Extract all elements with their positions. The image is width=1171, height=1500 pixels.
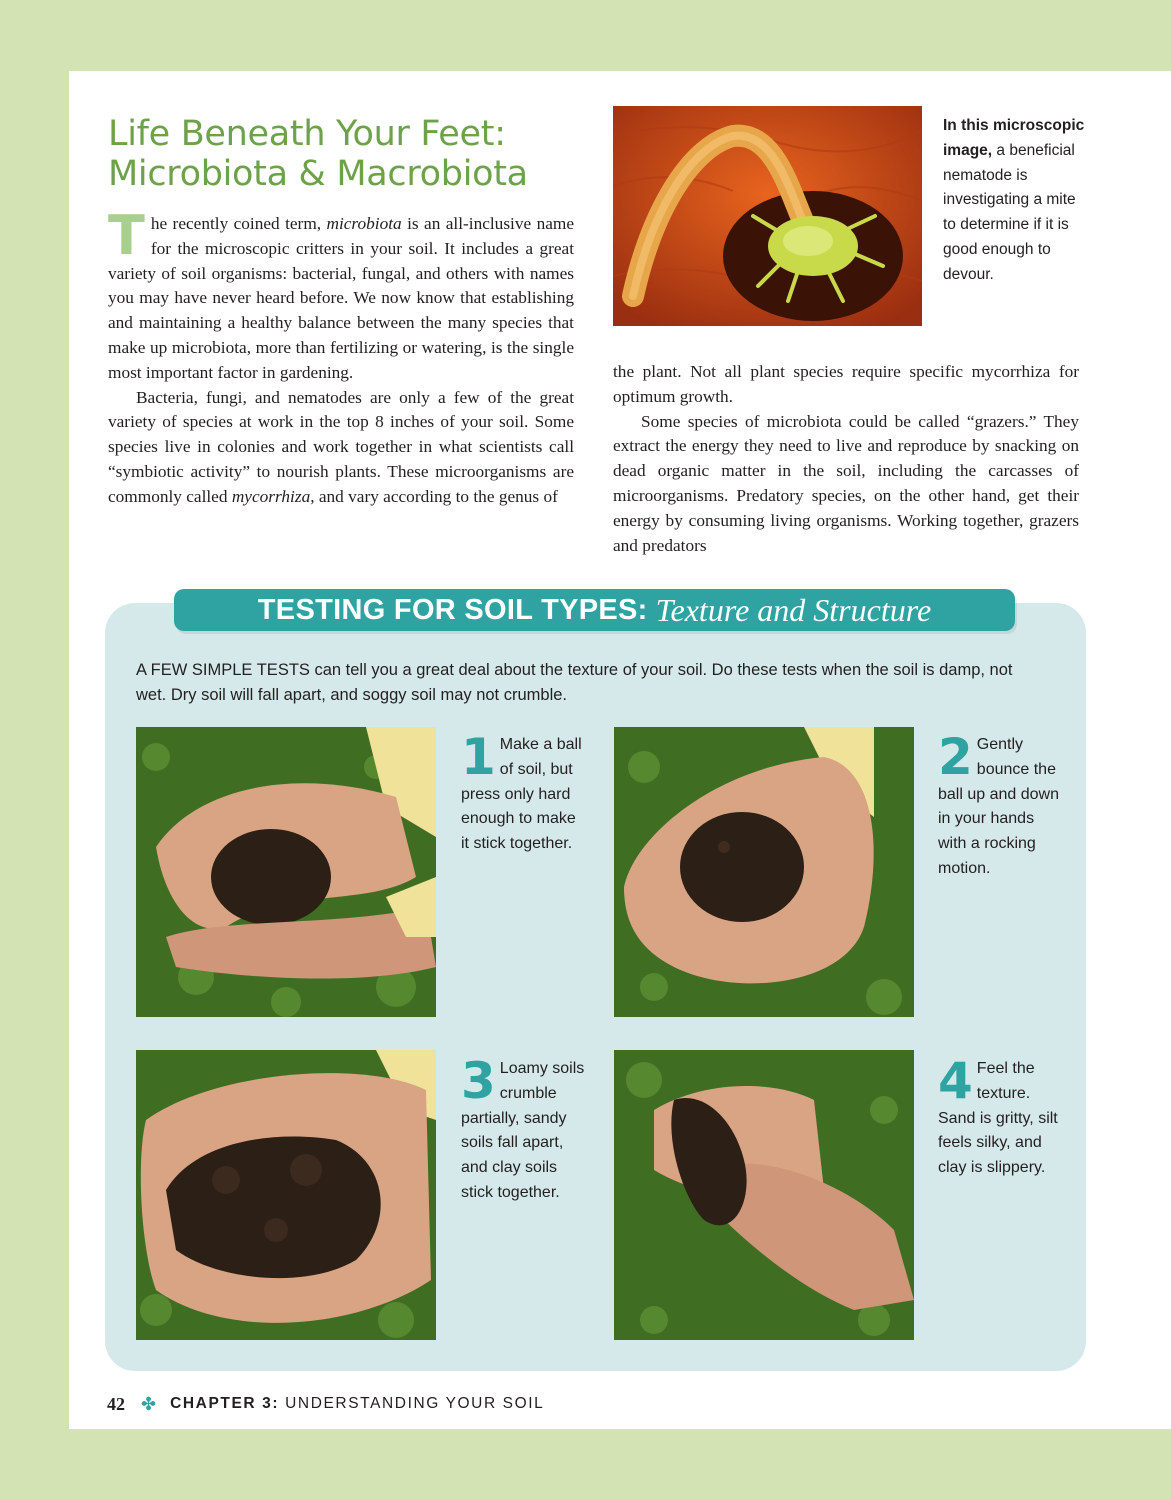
step-1-photo bbox=[136, 727, 436, 1017]
col1-p2-a: Bacteria, fungi, and nematodes are only a few of the great variety of species at work in the top 8 inches of your soil. Some species live in colonies and work together in what scientists call “symbiotic activity” to nourish plants. These microorganisms are commonly called bbox=[108, 387, 574, 506]
col2-paragraph-2: Some species of microbiota could be called “grazers.” They extract the energy they need to live and reproduce by snacking on dead organic matter in the soil, including the carcasses of microorganisms. Predatory species, on the other hand, get their energy by consuming living organisms. Working together, grazers and predators bbox=[613, 411, 1079, 555]
sidebar-title-italic: Texture and Structure bbox=[655, 591, 932, 628]
page-footer bbox=[107, 1390, 544, 1418]
step-3-number: 3 bbox=[461, 1052, 496, 1110]
step-3-photo bbox=[136, 1050, 436, 1340]
body-column-2 bbox=[613, 360, 1079, 558]
chapter-title: UNDERSTANDING YOUR SOIL bbox=[285, 1395, 545, 1412]
heading-line-1: Life Beneath Your Feet: bbox=[108, 114, 506, 154]
step-4-text: Feel the texture. Sand is gritty, silt feels silky, and clay is slippery. bbox=[938, 1060, 1058, 1177]
step-4-photo bbox=[614, 1050, 914, 1340]
body-column-1 bbox=[108, 204, 574, 510]
term-microbiota: microbiota bbox=[326, 214, 402, 233]
step-2-text: Gently bounce the ball up and down in your hands with a rocking motion. bbox=[938, 736, 1059, 877]
drop-cap: T bbox=[108, 204, 145, 267]
page-heading bbox=[108, 114, 588, 194]
step-4 bbox=[938, 1052, 1064, 1181]
step-1-text: Make a ball of soil, but press only hard enough to make it stick together. bbox=[461, 736, 582, 853]
image-caption bbox=[943, 114, 1088, 288]
step-2-photo bbox=[614, 727, 914, 1017]
step-2 bbox=[938, 728, 1064, 882]
heading-line-2: Microbiota & Macrobiota bbox=[108, 154, 528, 194]
microscopic-nematode-image bbox=[613, 106, 922, 326]
caption-text: a beneficial nematode is investigating a mite to determine if it is good enough to devour. bbox=[943, 141, 1076, 283]
step-2-number: 2 bbox=[938, 728, 973, 786]
sidebar-title-bold: TESTING FOR SOIL TYPES: bbox=[257, 593, 648, 626]
page-number: 42 bbox=[107, 1393, 125, 1414]
col1-p1-b: is an all-inclusive name for the microscopic critters in your soil. It includes a great variety of soil organisms: bacterial, fungal, and others with names you may have never heard before. We now know that establishing and maintaining a healthy balance between the many species that make up microbiota, more than fertilizing or watering, is the single most important factor in gardening. bbox=[108, 214, 574, 382]
chapter-label: CHAPTER 3: bbox=[170, 1395, 280, 1412]
caption-lead: In this microscopic image, bbox=[943, 117, 1085, 159]
step-1-number: 1 bbox=[461, 728, 496, 786]
flower-ornament-icon: ✤ bbox=[141, 1393, 157, 1414]
term-mycorrhiza: mycorrhiza bbox=[231, 486, 311, 506]
step-3 bbox=[461, 1052, 587, 1206]
col2-paragraph-1: the plant. Not all plant species require specific mycorrhiza for optimum growth. bbox=[613, 362, 1079, 406]
step-1 bbox=[461, 728, 587, 857]
step-3-text: Loamy soils crumble partially, sandy soils fall apart, and clay soils stick together. bbox=[461, 1060, 585, 1201]
col1-p2-b: , and vary according to the genus of bbox=[310, 486, 558, 506]
sidebar-intro: A FEW SIMPLE TESTS can tell you a great deal about the texture of your soil. Do these tests when the soil is damp, not wet. Dry soil will fall apart, and soggy soil may not crumble. bbox=[136, 661, 1013, 704]
col1-paragraph-2 bbox=[108, 386, 574, 510]
col1-p1-a: he recently coined term, bbox=[150, 214, 327, 233]
step-4-number: 4 bbox=[938, 1052, 973, 1110]
sidebar-title-banner bbox=[174, 589, 1015, 631]
